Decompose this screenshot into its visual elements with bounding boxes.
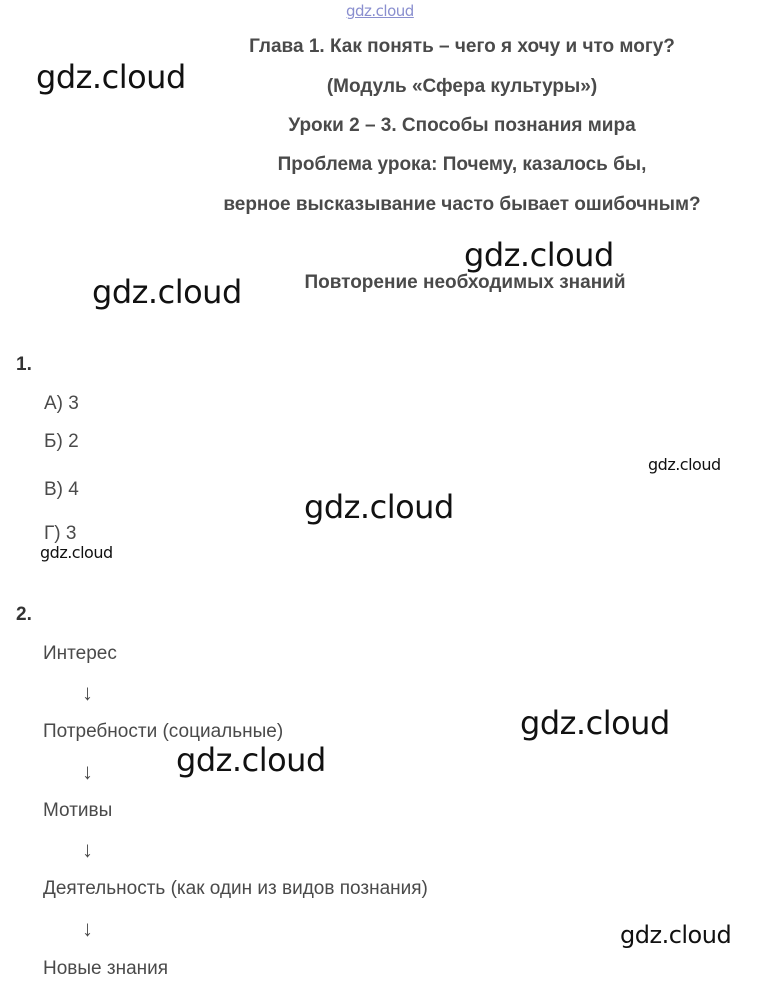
- down-arrow-icon: ↓: [82, 759, 93, 784]
- watermark-top: gdz.cloud: [346, 2, 414, 20]
- down-arrow-icon: ↓: [82, 837, 93, 862]
- watermark: gdz.cloud: [464, 236, 614, 274]
- chain-item-needs: Потребности (социальные): [43, 721, 284, 742]
- watermark: gdz.cloud: [648, 455, 721, 474]
- module-title: (Модуль «Сфера культуры»): [326, 76, 598, 97]
- watermark: gdz.cloud: [620, 921, 732, 949]
- task-1-number: 1.: [16, 354, 32, 375]
- section-title: Повторение необходимых знаний: [304, 272, 626, 293]
- chain-item-motives: Мотивы: [43, 800, 113, 821]
- watermark: gdz.cloud: [92, 273, 242, 311]
- watermark: gdz.cloud: [40, 543, 113, 562]
- lessons-title: Уроки 2 – 3. Способы познания мира: [288, 115, 636, 136]
- down-arrow-icon: ↓: [82, 916, 93, 941]
- task-1-answer-c: В) 4: [44, 479, 79, 500]
- task-1-answer-b: Б) 2: [44, 431, 79, 452]
- chain-item-new-knowledge: Новые знания: [43, 958, 169, 979]
- chapter-title: Глава 1. Как понять – чего я хочу и что могу?: [249, 36, 675, 57]
- task-1-answer-d: Г) 3: [44, 523, 77, 544]
- problem-line-1: Проблема урока: Почему, казалось бы,: [277, 154, 647, 175]
- watermark: gdz.cloud: [520, 704, 670, 742]
- chain-item-interest: Интерес: [43, 643, 117, 664]
- watermark: gdz.cloud: [304, 488, 454, 526]
- watermark: gdz.cloud: [36, 58, 186, 96]
- task-1-answer-a: А) 3: [44, 393, 79, 414]
- task-2-number: 2.: [16, 604, 32, 625]
- problem-line-2: верное высказывание часто бывает ошибочным?: [223, 194, 701, 215]
- down-arrow-icon: ↓: [82, 680, 93, 705]
- chain-item-activity: Деятельность (как один из видов познания): [43, 878, 428, 899]
- watermark: gdz.cloud: [176, 741, 326, 779]
